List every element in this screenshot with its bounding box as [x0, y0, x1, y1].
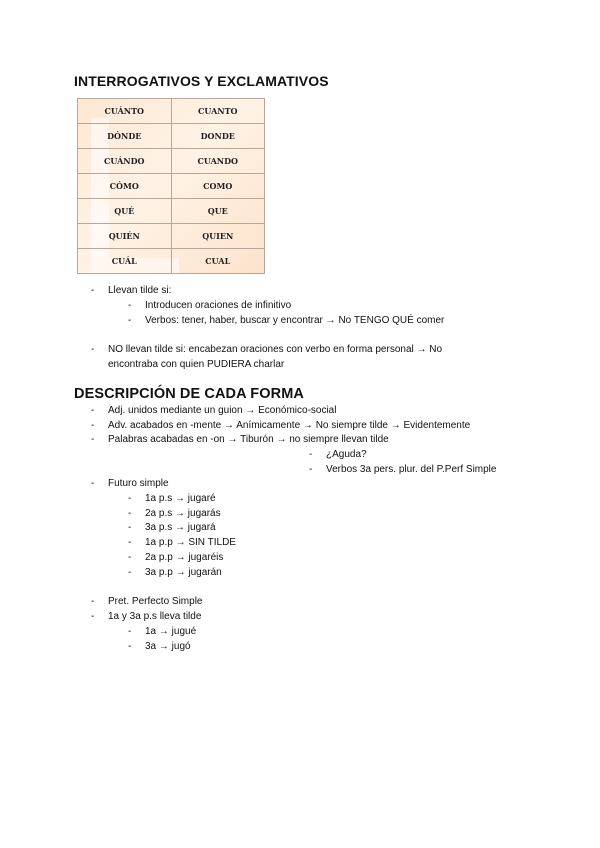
- list-bullet: -: [128, 493, 132, 504]
- list-item: Verbos: tener, haber, buscar y encontrar → No TENGO QUÉ comer: [145, 315, 445, 326]
- list-item: 1a y 3a p.s lleva tilde: [108, 611, 202, 622]
- list-bullet: -: [128, 315, 132, 326]
- table-row: [78, 99, 265, 124]
- list-item: 3a p.s → jugará: [145, 522, 216, 533]
- list-item: Adj. unidos mediante un guion → Económico-social: [108, 405, 337, 416]
- list-item: Llevan tilde si:: [108, 285, 172, 296]
- list-bullet: -: [128, 641, 132, 652]
- list-item: Futuro simple: [108, 478, 169, 489]
- list-bullet: -: [128, 300, 132, 311]
- list-item: ¿Aguda?: [326, 449, 367, 460]
- table-cell-accented: CÓMO: [78, 174, 172, 199]
- table-row: [78, 224, 265, 249]
- list-item: 2a p.s → jugarás: [145, 508, 221, 519]
- list-item: Verbos 3a pers. plur. del P.Perf Simple: [326, 464, 497, 475]
- table-cell-unaccented: DONDE: [171, 124, 265, 149]
- table-grid: [77, 98, 265, 274]
- section-title-descripcion: DESCRIPCIÓN DE CADA FORMA: [74, 386, 304, 402]
- list-item: 1a p.p → SIN TILDE: [145, 537, 236, 548]
- table-cell-accented: CUÁNTO: [78, 99, 172, 124]
- list-bullet: -: [128, 522, 132, 533]
- table-row: [78, 124, 265, 149]
- list-bullet: -: [128, 552, 132, 563]
- list-bullet: -: [128, 567, 132, 578]
- list-bullet: -: [91, 285, 95, 296]
- list-item-continuation: encontraba con quien PUDIERA charlar: [108, 359, 285, 370]
- list-item: 3a → jugó: [145, 641, 191, 652]
- table-cell-accented: QUIÉN: [78, 224, 172, 249]
- table-row: [78, 174, 265, 199]
- list-bullet: -: [128, 537, 132, 548]
- table-cell-unaccented: QUIEN: [171, 224, 265, 249]
- table-cell-unaccented: CUANTO: [171, 99, 265, 124]
- list-bullet: -: [128, 508, 132, 519]
- table-cell-unaccented: QUE: [171, 199, 265, 224]
- table-row: [78, 249, 265, 274]
- list-item: Introducen oraciones de infinitivo: [145, 300, 292, 311]
- list-item: 1a p.s → jugaré: [145, 493, 216, 504]
- table-cell-unaccented: CUAL: [171, 249, 265, 274]
- list-item: NO llevan tilde si: encabezan oraciones con verbo en forma personal → No: [108, 344, 443, 355]
- list-bullet: -: [91, 405, 95, 416]
- list-bullet: -: [91, 420, 95, 431]
- list-item: 2a p.p → jugaréis: [145, 552, 224, 563]
- list-bullet: -: [309, 464, 313, 475]
- table-cell-accented: CUÁNDO: [78, 149, 172, 174]
- list-item: 3a p.p → jugarán: [145, 567, 222, 578]
- list-bullet: -: [309, 449, 313, 460]
- list-bullet: -: [128, 626, 132, 637]
- list-item: Palabras acabadas en -on → Tiburón → no siempre llevan tilde: [108, 434, 389, 445]
- list-item: 1a → jugué: [145, 626, 197, 637]
- list-bullet: -: [91, 611, 95, 622]
- list-bullet: -: [91, 478, 95, 489]
- section-title-interrogativos: INTERROGATIVOS Y EXCLAMATIVOS: [74, 73, 329, 89]
- table-cell-unaccented: COMO: [171, 174, 265, 199]
- table-cell-accented: QUÉ: [78, 199, 172, 224]
- table-cell-accented: CUÁL: [78, 249, 172, 274]
- table-row: [78, 149, 265, 174]
- list-item: Adv. acabados en -mente → Anímicamente → No siempre tilde → Evidentemente: [108, 420, 471, 431]
- list-bullet: -: [91, 344, 95, 355]
- table-cell-accented: DÓNDE: [78, 124, 172, 149]
- list-bullet: -: [91, 434, 95, 445]
- table-row: [78, 199, 265, 224]
- list-item: Pret. Perfecto Simple: [108, 596, 203, 607]
- tilde-comparison-table: [77, 98, 265, 274]
- list-bullet: -: [91, 596, 95, 607]
- table-cell-unaccented: CUANDO: [171, 149, 265, 174]
